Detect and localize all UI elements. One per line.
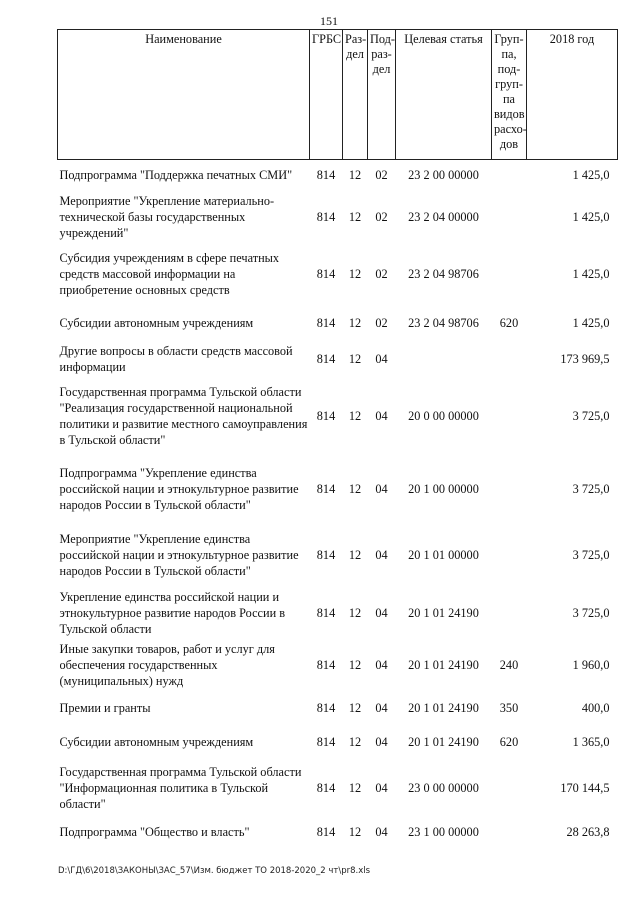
row-target: 20 1 01 00000 [408,547,479,562]
row-razdel: 12 [348,824,362,839]
row-group [492,588,527,638]
table-row [58,342,618,376]
row-sum: 28 263,8 [566,824,610,839]
row-sum: 1 425,0 [572,315,610,330]
row-grbs: 814 [316,481,336,496]
table-header-row [58,30,618,160]
row-group [492,160,527,190]
row-grbs: 814 [316,734,336,749]
header-razdel: Раз-дел [343,30,368,160]
row-group: 620 [499,315,519,330]
table-row [58,522,618,588]
row-name: Подпрограмма "Укрепление единства российской нации и этнокультурное развитие народов России в Тульской области" [59,465,299,512]
row-group [492,244,527,304]
row-target: 23 2 00 00000 [408,167,479,182]
row-target: 20 1 01 24190 [408,605,479,620]
row-razdel: 12 [348,734,362,749]
table-row [58,692,618,724]
row-group [492,190,527,244]
row-name: Подпрограмма "Поддержка печатных СМИ" [59,167,293,182]
row-razdel: 12 [348,605,362,620]
header-podrazdel: Под-раз-дел [368,30,396,160]
row-grbs: 814 [316,315,336,330]
row-podrazdel: 02 [375,315,388,330]
row-target: 20 1 01 24190 [408,700,479,715]
row-podrazdel: 04 [375,700,388,715]
page-number: 151 [320,14,338,28]
table-row [58,724,618,760]
row-sum: 170 144,5 [560,780,610,795]
row-grbs: 814 [316,209,336,224]
table-row [58,376,618,456]
row-razdel: 12 [348,481,362,496]
row-name: Иные закупки товаров, работ и услуг для обеспечения государственных (муниципальных) нужд [59,641,275,688]
row-target: 20 1 01 24190 [408,657,479,672]
row-razdel: 12 [348,167,362,182]
row-grbs: 814 [316,351,336,366]
row-group [492,522,527,588]
budget-table [57,29,618,848]
table-row [58,160,618,190]
row-group [492,376,527,456]
row-grbs: 814 [316,780,336,795]
row-name: Мероприятие "Укрепление единства российской нации и этнокультурное развитие народов России в Тульской области" [59,531,299,578]
row-target: 23 2 04 98706 [408,315,479,330]
file-path-footer: D:\ГД\6\2018\ЗАКОНЫ\ЗАС_57\Изм. бюджет ТО 2018-2020_2 чт\pr8.xls [58,866,371,876]
row-target: 20 0 00 00000 [408,408,479,423]
row-sum: 1 365,0 [572,734,610,749]
row-sum: 1 425,0 [572,266,610,281]
table-row [58,588,618,638]
row-target [396,342,492,376]
row-podrazdel: 04 [375,734,388,749]
table-row [58,456,618,522]
row-razdel: 12 [348,209,362,224]
row-razdel: 12 [348,315,362,330]
table-row [58,190,618,244]
row-grbs: 814 [316,408,336,423]
row-grbs: 814 [316,266,336,281]
row-sum: 400,0 [581,700,610,715]
row-razdel: 12 [348,657,362,672]
row-sum: 3 725,0 [572,481,610,496]
row-sum: 1 425,0 [572,209,610,224]
row-target: 23 2 04 00000 [408,209,479,224]
row-sum: 173 969,5 [560,351,610,366]
row-grbs: 814 [316,167,336,182]
row-podrazdel: 04 [375,351,388,366]
row-group: 240 [499,657,519,672]
row-target: 23 2 04 98706 [408,266,479,281]
header-grbs: ГРБС [310,30,343,160]
row-group: 350 [499,700,519,715]
row-name: Субсидия учреждениям в сфере печатных средств массовой информации на приобретение основных средств [59,250,280,297]
row-podrazdel: 02 [375,266,388,281]
row-podrazdel: 02 [375,209,388,224]
row-grbs: 814 [316,700,336,715]
table-row [58,244,618,304]
row-podrazdel: 02 [375,167,388,182]
row-sum: 3 725,0 [572,605,610,620]
row-podrazdel: 04 [375,547,388,562]
row-group [492,816,527,848]
row-name: Государственная программа Тульской области "Информационная политика в Тульской области" [59,764,302,811]
row-name: Укрепление единства российской нации и этнокультурное развитие народов России в Тульской области [59,589,286,636]
row-name: Подпрограмма "Общество и власть" [59,824,250,839]
row-razdel: 12 [348,780,362,795]
table-row [58,760,618,816]
row-grbs: 814 [316,605,336,620]
table-row [58,638,618,692]
row-sum: 1 960,0 [572,657,610,672]
row-razdel: 12 [348,547,362,562]
row-name: Субсидии автономным учреждениям [59,315,254,330]
row-group [492,760,527,816]
row-group [492,456,527,522]
row-podrazdel: 04 [375,780,388,795]
row-razdel: 12 [348,408,362,423]
header-target: Целевая статья [396,30,492,160]
row-razdel: 12 [348,700,362,715]
header-group: Груп-па, под-груп-па видов расхо-дов [492,30,527,160]
table-row [58,304,618,342]
row-group [492,342,527,376]
row-name: Премии и гранты [59,700,151,715]
row-name: Государственная программа Тульской области "Реализация государственной национальной политики и развитие местного самоуправления в Тульской области" [59,384,308,447]
header-year: 2018 год [527,30,618,160]
row-target: 20 1 01 24190 [408,734,479,749]
row-target: 23 1 00 00000 [408,824,479,839]
row-podrazdel: 04 [375,824,388,839]
header-name: Наименование [58,30,310,160]
row-sum: 1 425,0 [572,167,610,182]
row-name: Другие вопросы в области средств массовой информации [59,343,293,374]
row-target: 20 1 00 00000 [408,481,479,496]
row-podrazdel: 04 [375,481,388,496]
row-razdel: 12 [348,351,362,366]
row-target: 23 0 00 00000 [408,780,479,795]
row-razdel: 12 [348,266,362,281]
row-sum: 3 725,0 [572,547,610,562]
row-grbs: 814 [316,547,336,562]
row-sum: 3 725,0 [572,408,610,423]
row-podrazdel: 04 [375,408,388,423]
row-grbs: 814 [316,824,336,839]
row-name: Субсидии автономным учреждениям [59,734,254,749]
row-grbs: 814 [316,657,336,672]
row-group: 620 [499,734,519,749]
row-podrazdel: 04 [375,605,388,620]
table-row [58,816,618,848]
row-name: Мероприятие "Укрепление материально-технической базы государственных учреждений" [59,193,275,240]
row-podrazdel: 04 [375,657,388,672]
